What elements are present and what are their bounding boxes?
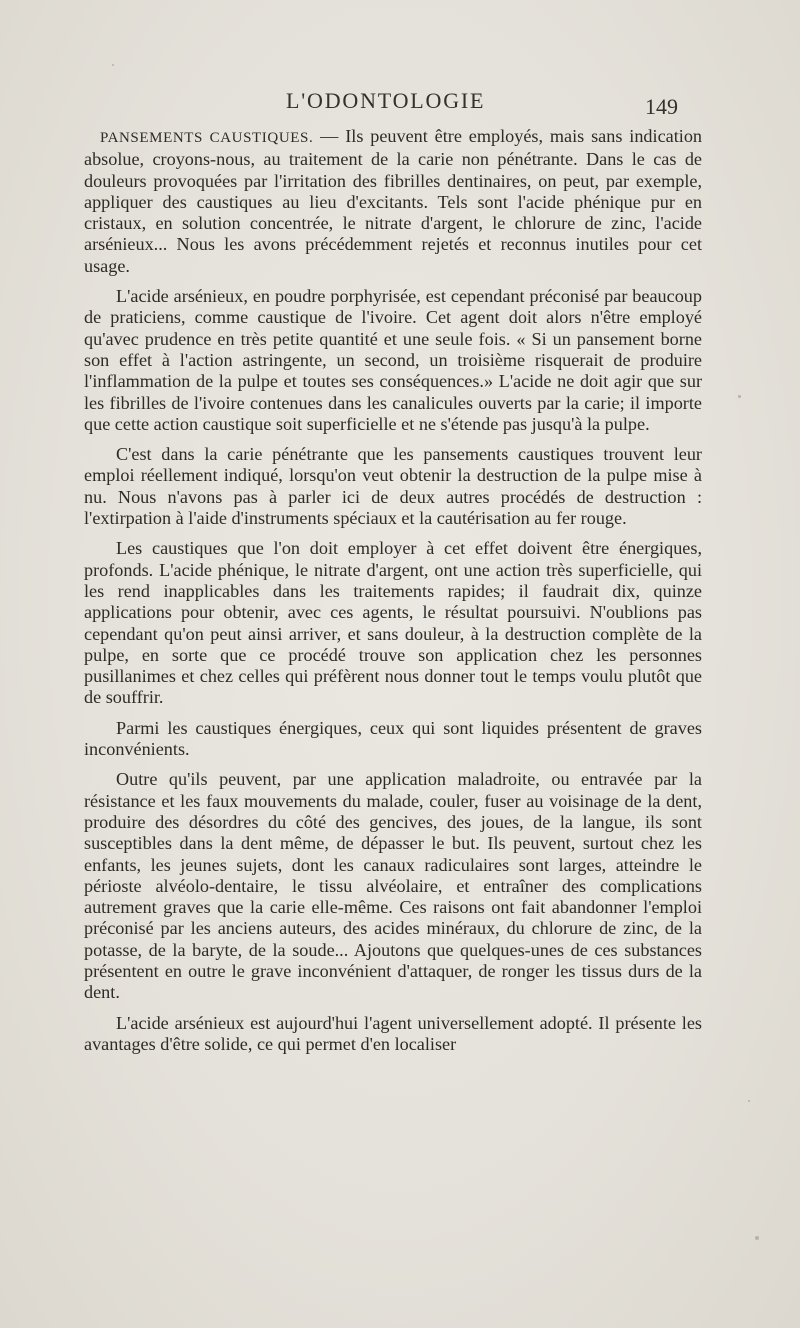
paragraph-text: Outre qu'ils peuvent, par une application maladroite, ou entravée par la résistance et les faux mouvements du malade, couler, fuser au voisinage de la dent, produire des désordres du côté des gencives, des joues, de la langue, ils sont susceptibles dans la dent même, de dépasser le but. Ils peuvent, surtout chez les enfants, les jeunes sujets, dont les canaux radiculaires sont larges, atteindre le périoste alvéolo-dentaire, le tissu alvéolaire, et entraîner des complications autrement graves que la carie elle-même. Ces raisons ont fait abandonner l'emploi préconisé par les anciens auteurs, des acides minéraux, du chlorure de zinc, de la potasse, de la baryte, de la soude... Ajoutons que quelques-unes de ces substances présentent en outre le grave inconvénient d'attaquer, de ronger les tissus durs de la dent. <box>84 769 702 1003</box>
journal-title: L'ODONTOLOGIE <box>286 88 486 113</box>
paragraph-text: C'est dans la carie pénétrante que les pansements caustiques trouvent leur emploi réellement indiqué, lorsqu'on veut obtenir la destruction de la pulpe mise à nu. Nous n'avons pas à parler ici de deux autres procédés de destruction : l'extirpation à l'aide d'instruments spéciaux et la cautérisation au fer rouge. <box>84 444 702 529</box>
paragraph-text: — Ils peuvent être employés, mais sans indication absolue, croyons-nous, au traitement de la carie non pénétrante. Dans le cas de douleurs provoquées par l'irritation des fibrilles dentinaires, on peut, par exemple, appliquer des caustiques au lieu d'excitants. Tels sont l'acide phénique pur en cristaux, en solution concentrée, le nitrate d'argent, le chlorure de zinc, l'acide arsénieux... Nous les avons précédemment rejetés et reconnus inutiles pour cet usage. <box>84 126 703 276</box>
running-head <box>0 88 800 118</box>
paragraph <box>84 538 702 708</box>
paragraph <box>84 718 702 761</box>
paragraph-text: Les caustiques que l'on doit employer à cet effet doivent être énergiques, profonds. L'acide phénique, le nitrate d'argent, ont une action très superficielle, qui les rend inapplicables dans les traitements rapides; il faudrait dix, quinze applications pour obtenir, avec ces agents, le résultat poursuivi. N'oublions pas cependant qu'on peut ainsi arriver, et sans douleur, à la destruction complète de la pulpe, en sorte que ce procédé trouve son application chez les personnes pusillanimes et chez celles qui préfèrent nous donner tout le temps voulu plutôt que de souffrir. <box>84 538 702 708</box>
section-heading: PANSEMENTS CAUSTIQUES. <box>100 130 314 146</box>
paragraph-text: L'acide arsénieux est aujourd'hui l'agent universellement adopté. Il présente les avantages d'être solide, ce qui permet d'en localiser <box>84 1012 702 1054</box>
page-number: 149 <box>645 94 678 119</box>
paragraph <box>84 444 702 529</box>
paper-speck <box>112 64 114 66</box>
paragraph-text: Parmi les caustiques énergiques, ceux qui sont liquides présentent de graves inconvénients. <box>84 717 702 760</box>
body-text <box>84 126 702 1064</box>
paper-speck <box>748 1100 750 1102</box>
paragraph-text: L'acide arsénieux, en poudre porphyrisée, est cependant préconisé par beaucoup de praticiens, comme caustique de l'ivoire. Cet agent doit alors n'être employé qu'avec prudence en très petite quantité et une seule fois. « Si un pansement borne son effet à l'action astringente, un second, un troisième risquerait de produire l'inflammation de la pulpe et toutes ses conséquences.» L'acide ne doit agir que sur les fibrilles de l'ivoire contenues dans les canalicules ouverts par la carie; il importe que cette action caustique soit superficielle et ne s'étende pas jusqu'à la pulpe. <box>84 286 702 434</box>
paragraph <box>84 1013 702 1056</box>
paragraph <box>84 286 702 435</box>
paper-speck <box>755 1236 759 1240</box>
paragraph-pansements-caustiques <box>84 126 702 277</box>
paragraph <box>84 769 702 1003</box>
paper-speck <box>738 395 741 398</box>
